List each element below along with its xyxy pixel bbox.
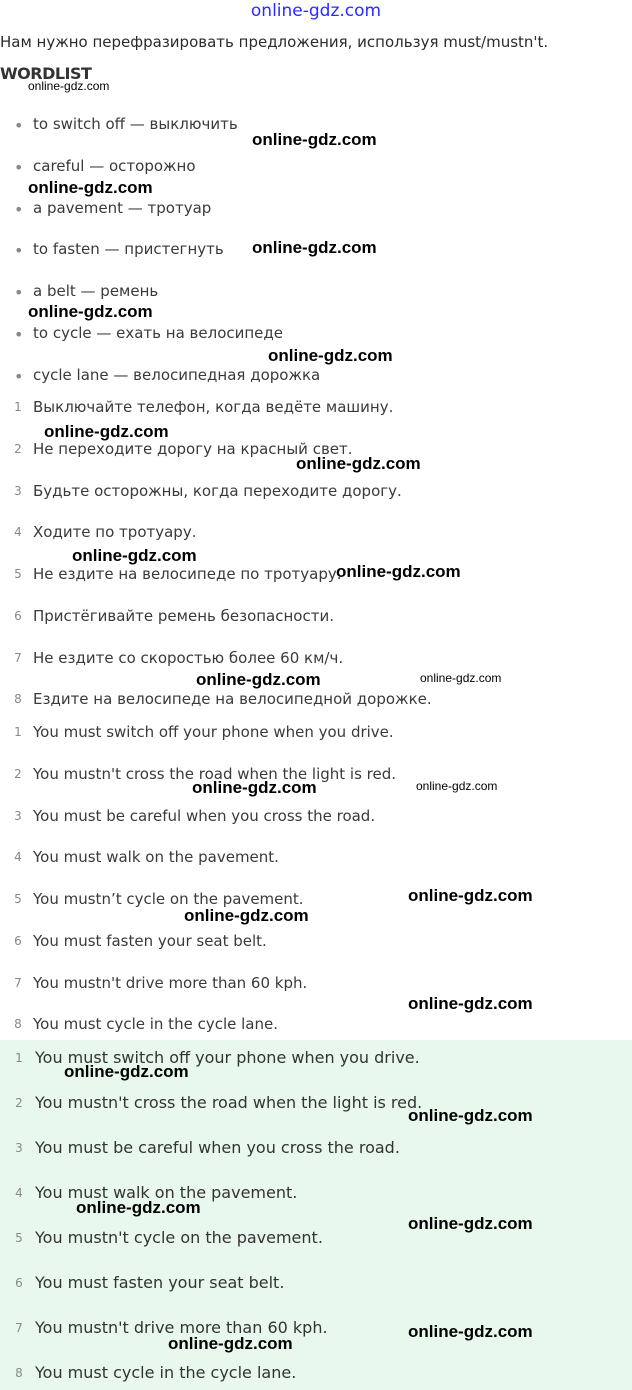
- watermark: online-gdz.com: [28, 79, 110, 93]
- item-number: 1: [14, 725, 22, 739]
- answer-sentence: You must be careful when you cross the road.: [33, 807, 376, 825]
- item-number: 1: [15, 1051, 23, 1065]
- item-number: 2: [14, 442, 22, 456]
- item-number: 2: [15, 1096, 23, 1110]
- bullet-icon: •: [14, 200, 24, 219]
- bullet-icon: •: [14, 241, 24, 260]
- answer-sentence: You mustn't cross the road when the light is red.: [33, 765, 397, 783]
- item-number: 4: [14, 850, 22, 864]
- wordlist-entry: to switch off — выключить: [33, 115, 238, 133]
- task-sentence: Не ездите со скоростью более 60 км/ч.: [33, 649, 344, 667]
- watermark: online-gdz.com: [252, 238, 377, 257]
- item-number: 7: [14, 651, 22, 665]
- watermark: online-gdz.com: [408, 1106, 533, 1125]
- wordlist-entry: careful — осторожно: [33, 157, 196, 175]
- watermark: online-gdz.com: [408, 1214, 533, 1233]
- site-title[interactable]: online-gdz.com: [250, 1, 382, 21]
- watermark: online-gdz.com: [408, 994, 533, 1013]
- item-number: 5: [14, 567, 22, 581]
- task-sentence: Не ездите на велосипеде по тротуару.: [33, 565, 342, 583]
- item-number: 4: [15, 1186, 23, 1200]
- item-number: 3: [14, 484, 22, 498]
- bullet-icon: •: [14, 283, 24, 302]
- task-sentence: Пристёгивайте ремень безопасности.: [33, 607, 334, 625]
- answer-sentence: You must be careful when you cross the road.: [35, 1138, 400, 1157]
- task-sentence: Будьте осторожны, когда переходите дорогу.: [33, 482, 402, 500]
- bullet-icon: •: [14, 325, 24, 344]
- watermark: online-gdz.com: [420, 671, 502, 685]
- answer-sentence: You must switch off your phone when you drive.: [35, 1048, 420, 1067]
- answer-sentence: You mustn't drive more than 60 kph.: [33, 974, 308, 992]
- answer-sentence: You must fasten your seat belt.: [33, 932, 267, 950]
- watermark: online-gdz.com: [168, 1334, 293, 1353]
- item-number: 7: [14, 976, 22, 990]
- answer-sentence: You must walk on the pavement.: [33, 848, 279, 866]
- watermark: online-gdz.com: [44, 422, 169, 441]
- answer-sentence: You must switch off your phone when you drive.: [33, 723, 394, 741]
- item-number: 4: [14, 525, 22, 539]
- item-number: 5: [14, 892, 22, 906]
- wordlist-entry: to fasten — пристегнуть: [33, 240, 224, 258]
- bullet-icon: •: [14, 158, 24, 177]
- item-number: 2: [14, 767, 22, 781]
- wordlist-entry: a pavement — тротуар: [33, 199, 212, 217]
- wordlist-entry: a belt — ремень: [33, 282, 159, 300]
- watermark: online-gdz.com: [64, 1062, 189, 1081]
- bullet-icon: •: [14, 116, 24, 135]
- item-number: 7: [15, 1321, 23, 1335]
- wordlist-entry: cycle lane — велосипедная дорожка: [33, 366, 321, 384]
- watermark: online-gdz.com: [184, 906, 309, 925]
- watermark: online-gdz.com: [416, 779, 498, 793]
- task-sentence: Выключайте телефон, когда ведёте машину.: [33, 398, 394, 416]
- answer-sentence: You must walk on the pavement.: [35, 1183, 298, 1202]
- watermark: online-gdz.com: [336, 562, 461, 581]
- task-sentence: Ездите на велосипеде на велосипедной дорожке.: [33, 690, 432, 708]
- item-number: 8: [14, 1017, 22, 1031]
- watermark: online-gdz.com: [408, 1322, 533, 1341]
- item-number: 1: [14, 400, 22, 414]
- item-number: 8: [15, 1366, 23, 1380]
- watermark: online-gdz.com: [268, 346, 393, 365]
- watermark: online-gdz.com: [192, 778, 317, 797]
- answer-sentence: You must fasten your seat belt.: [35, 1273, 285, 1292]
- answer-sentence: You mustn't drive more than 60 kph.: [35, 1318, 328, 1337]
- answer-sentence: You must cycle in the cycle lane.: [35, 1363, 297, 1382]
- watermark: online-gdz.com: [408, 886, 533, 905]
- item-number: 3: [14, 809, 22, 823]
- watermark: online-gdz.com: [28, 178, 153, 197]
- answer-sentence: You mustn't cycle on the pavement.: [35, 1228, 323, 1247]
- answer-sentence: You mustn’t cycle on the pavement.: [33, 890, 304, 908]
- task-sentence: Не переходите дорогу на красный свет.: [33, 440, 353, 458]
- wordlist-heading: WORDLIST: [0, 64, 92, 83]
- bullet-icon: •: [14, 367, 24, 386]
- task-sentence: Ходите по тротуару.: [33, 523, 197, 541]
- item-number: 5: [15, 1231, 23, 1245]
- watermark: online-gdz.com: [296, 454, 421, 473]
- watermark: online-gdz.com: [76, 1198, 201, 1217]
- wordlist-entry: to cycle — ехать на велосипеде: [33, 324, 284, 342]
- item-number: 6: [15, 1276, 23, 1290]
- answer-sentence: You must cycle in the cycle lane.: [33, 1015, 278, 1033]
- item-number: 8: [14, 692, 22, 706]
- answer-sentence: You mustn't cross the road when the light is red.: [35, 1093, 423, 1112]
- watermark: online-gdz.com: [28, 302, 153, 321]
- watermark: online-gdz.com: [196, 670, 321, 689]
- item-number: 3: [15, 1141, 23, 1155]
- item-number: 6: [14, 934, 22, 948]
- watermark: online-gdz.com: [252, 130, 377, 149]
- task-instruction: Нам нужно перефразировать предложения, используя must/mustn't.: [0, 33, 549, 51]
- watermark: online-gdz.com: [72, 546, 197, 565]
- item-number: 6: [14, 609, 22, 623]
